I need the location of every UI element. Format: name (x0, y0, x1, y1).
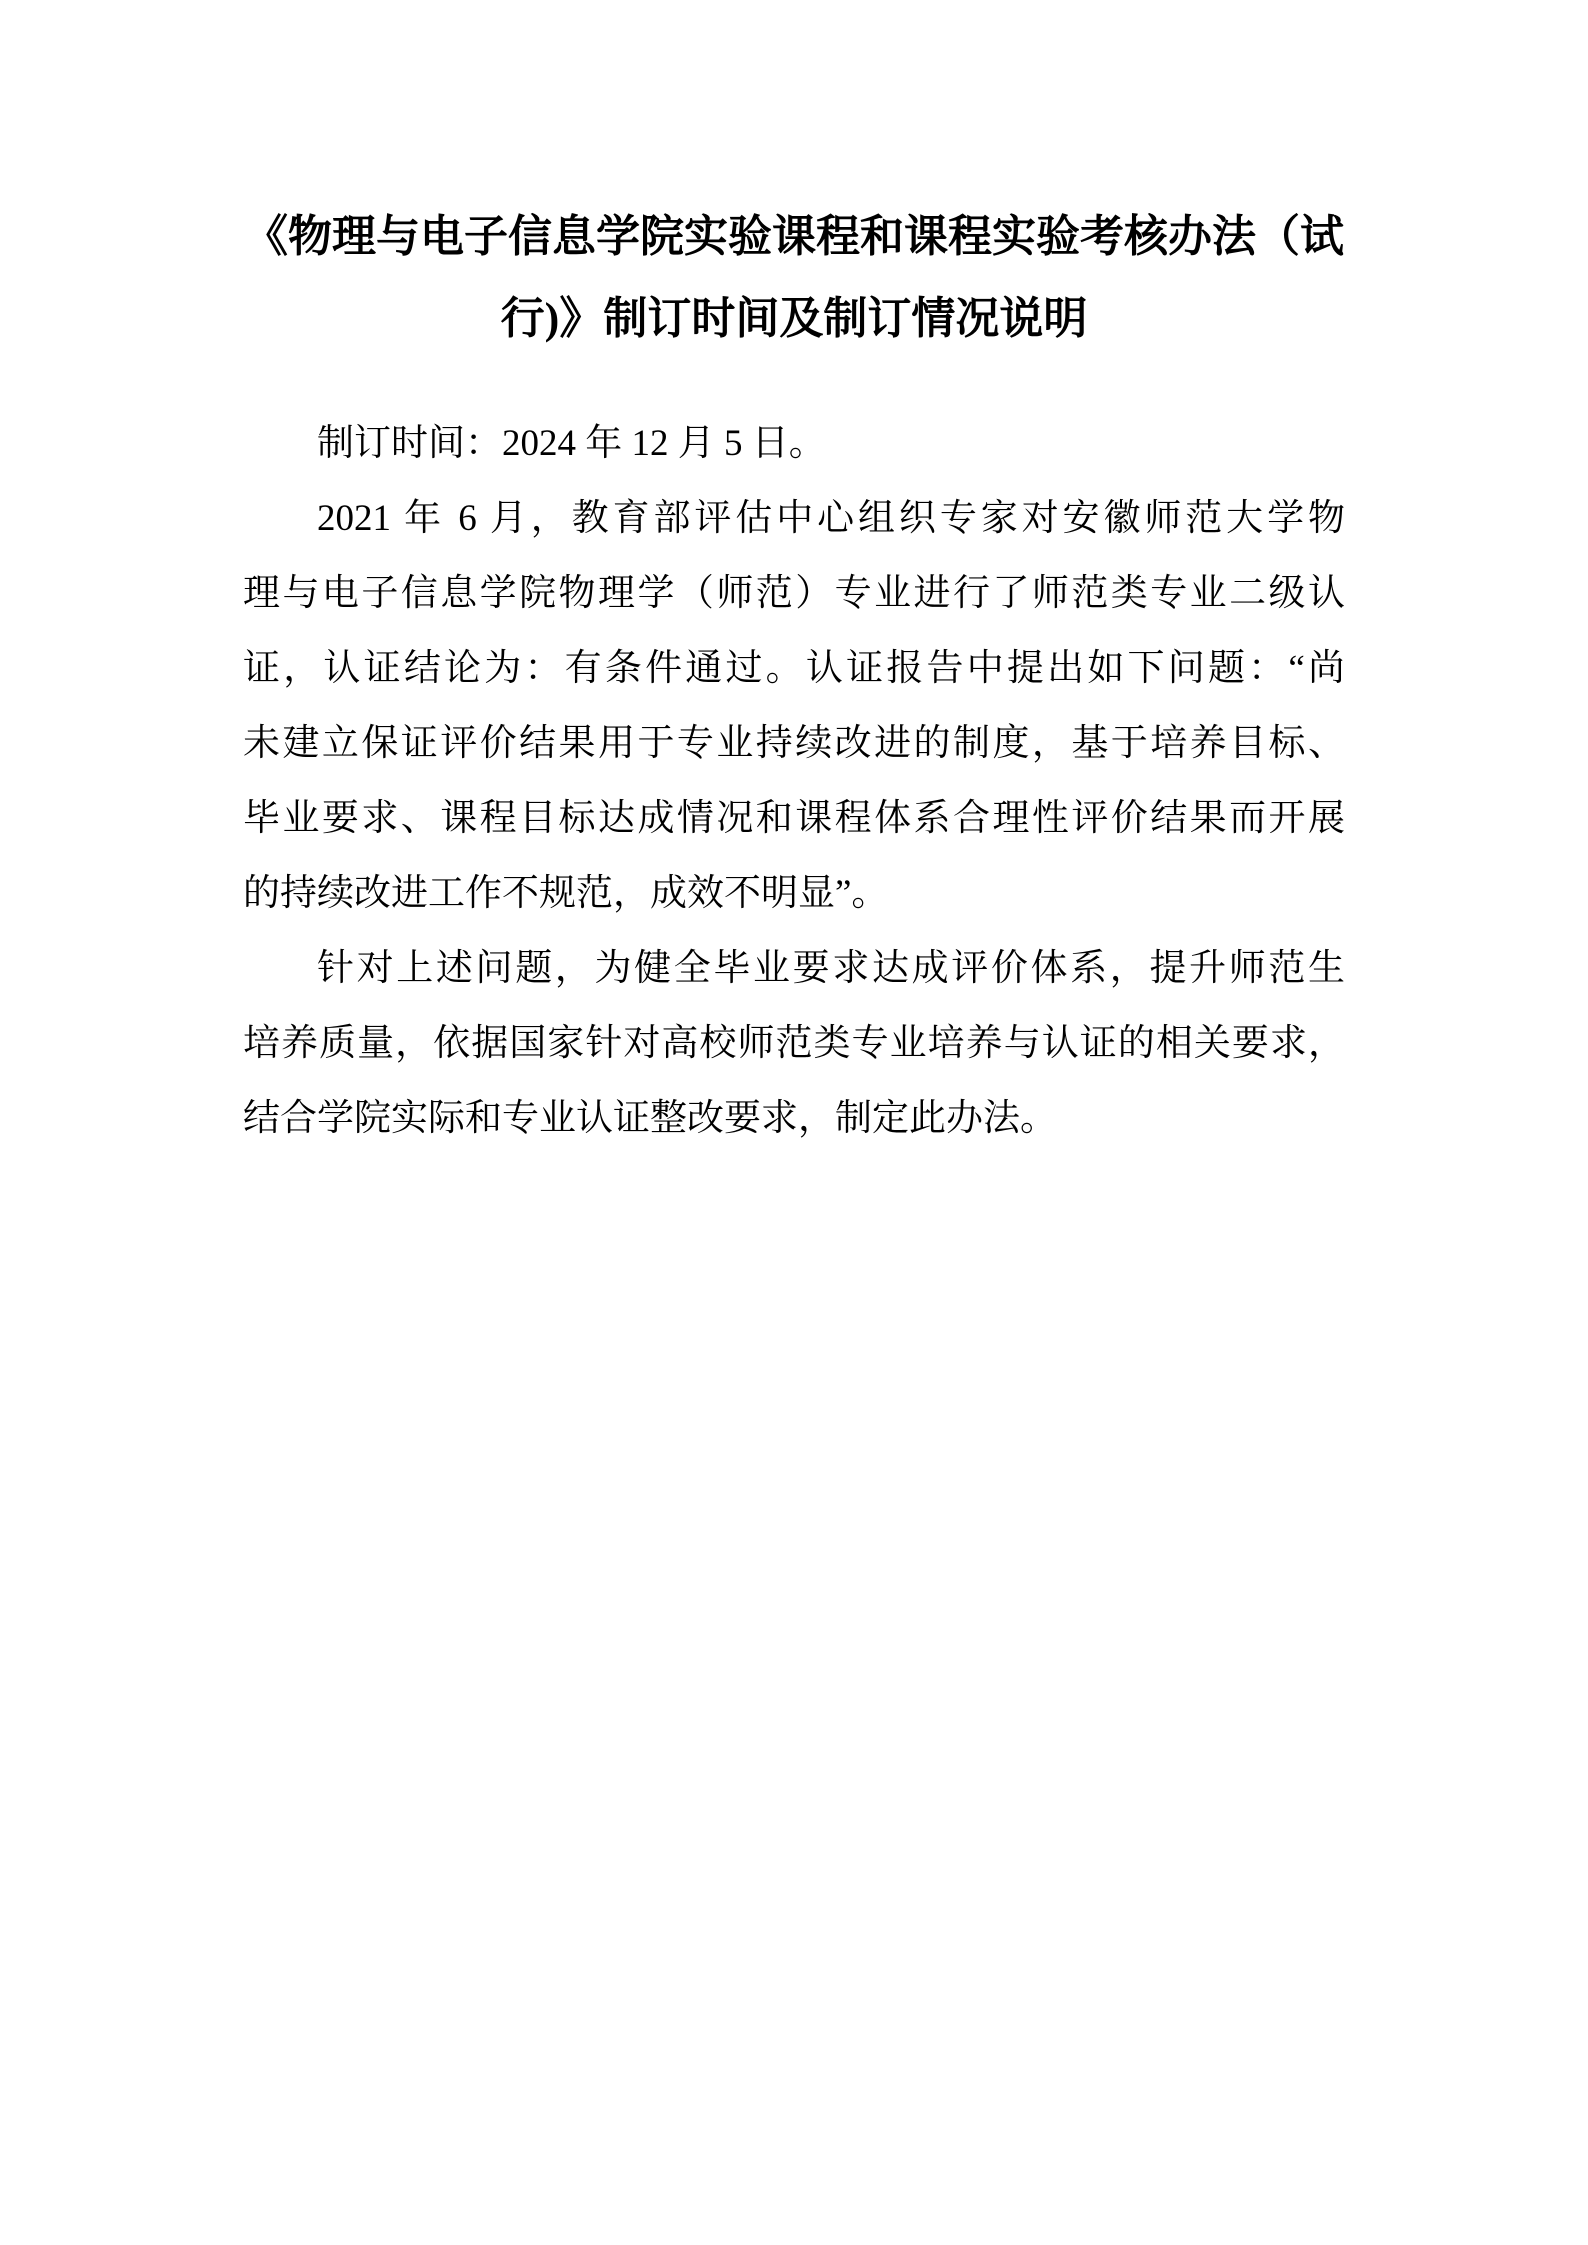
paragraph-2-line-5: 毕业要求、课程目标达成情况和课程体系合理性评价结果而开展 (243, 798, 1345, 839)
title-line-1: 《物理与电子信息学院实验课程和课程实验考核办法（试 (244, 212, 1344, 261)
paragraph-1-line-1: 制订时间：2024 年 12 月 5 日。 (317, 423, 826, 464)
paragraph-2-line-3: 证，认证结论为：有条件通过。认证报告中提出如下问题：“尚 (243, 648, 1345, 689)
paragraph-3-line-2: 培养质量，依据国家针对高校师范类专业培养与认证的相关要求， (243, 1023, 1345, 1064)
paragraph-2-line-2: 理与电子信息学院物理学（师范）专业进行了师范类专业二级认 (243, 573, 1345, 614)
paragraph-2-line-6: 的持续改进工作不规范，成效不明显”。 (243, 873, 889, 914)
document-body (243, 406, 1345, 1156)
paragraph-3-line-3: 结合学院实际和专业认证整改要求，制定此办法。 (243, 1098, 1057, 1139)
paragraph-2-line-4: 未建立保证评价结果用于专业持续改进的制度，基于培养目标、 (243, 723, 1345, 764)
paragraph-2-line-1: 2021 年 6 月，教育部评估中心组织专家对安徽师范大学物 (317, 498, 1345, 539)
title-line-2: 行)》制订时间及制订情况说明 (500, 294, 1088, 343)
document-title (243, 196, 1345, 360)
document-content (243, 196, 1345, 1156)
paragraph-3-line-1: 针对上述问题，为健全毕业要求达成评价体系，提升师范生 (317, 948, 1345, 989)
